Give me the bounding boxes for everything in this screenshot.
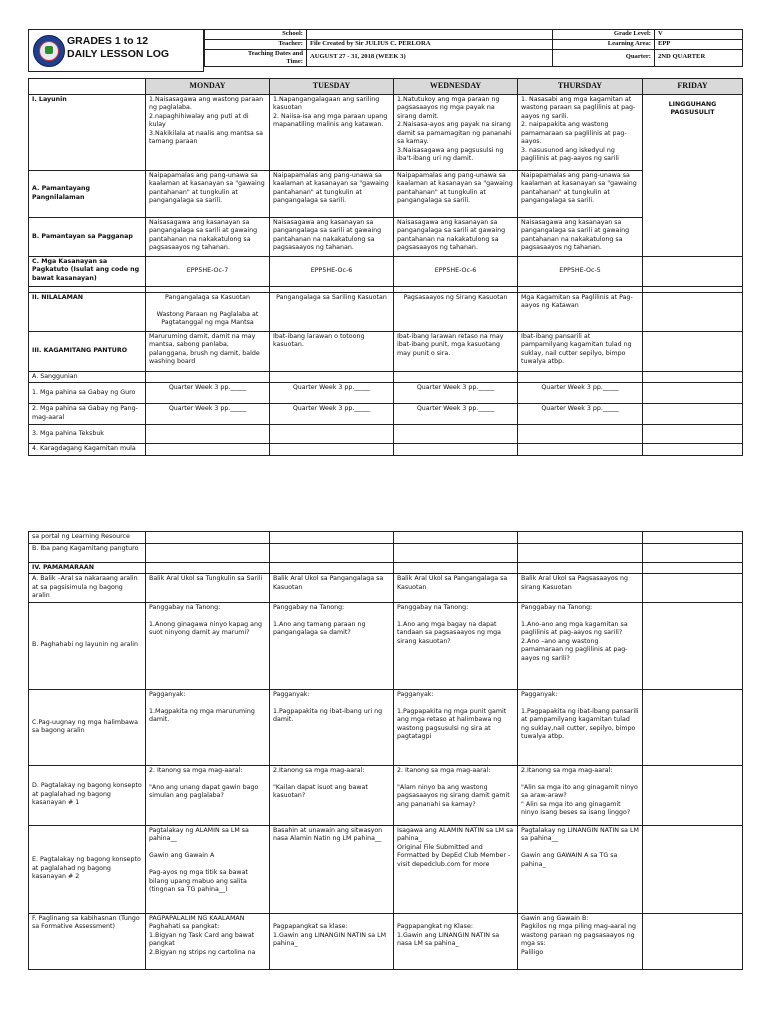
konsepto1-thu: 2.Itanong sa mga mag-aaral: "Alin sa mga ito ang ginagamit ninyo sa araw-araw? " Alin sa mga ito ang ginagamit ninyo isang beses sa isang linggo? [518,765,643,825]
portal-cell [394,532,518,544]
gabay-guro-thu: Quarter Week 3 pp._____ [518,383,643,404]
kasanayan-tue: EPP5HE-Oc-6 [270,256,394,286]
gabay-guro-mon: Quarter Week 3 pp._____ [146,383,270,404]
layunin-label: I. Layunin [29,94,146,170]
lesson-table-page-1 [28,78,743,456]
nilalaman-tue: Pangangalaga sa Sariling Kasuotan [270,292,394,331]
pagganap-mon: Naisasagawa ang kasanayan sa pangangalaga sa sarili at gawaing pantahanan na nakakatulong sa pagsasaayos ng tahanan. [146,217,270,256]
kasanayan-label: C. Mga Kasanayan sa Pagkatuto (Isulat ang code ng bawat kasanayan) [29,256,146,286]
balik-fri [643,574,743,603]
area-label: Learning Area: [553,39,655,49]
gabay-guro-label: 1. Mga pahina sa Gabay ng Guro [29,383,146,404]
kagamitang-mon: Maruruming damit, damit na may mantsa, sabong panlaba, palanggana, brush ng damit, balde washing board [146,331,270,371]
portal-cell [146,532,270,544]
title-block [28,29,204,72]
day-monday: MONDAY [146,79,270,95]
teksbuk-label: 3. Mga pahina Teksbuk [29,425,146,444]
kagamitang-wed: Ibat-ibang larawan retaso na may ibat-ibang punit, mga kasuotang may punit o sira. [394,331,518,371]
pag-uugnay-mon: Pagganyak: 1.Magpakita ng mga maruruming damit. [146,689,270,765]
day-header-row [29,79,743,95]
lesson-table-page-2 [28,531,743,970]
grade-label: Grade Level: [553,30,655,40]
title-line-1: GRADES 1 to 12 [67,35,149,47]
pagganap-label: B. Pamantayan sa Pagganap [29,217,146,256]
layunin-wed: 1.Natutukoy ang mga paraan ng pagsasaayos ng mga payak na sirang damit. 2.Naisasa-ayos ang payak na sirang damit sa pamamagitan ng pananahi sa kamay. 3.Naisasagawa ang pagsusulsi ng iba't-ibang uri ng damit. [394,94,518,170]
sanggunian-label: A. Sanggunian [29,371,146,383]
layunin-tue: 1.Napangangalagaan ang sariling kasuotan 2. Naiisa-isa ang mga paraan upang mapanatiling malinis ang katawan. [270,94,394,170]
pangnilalaman-label: A. Pamantayang Pangnilalaman [29,170,146,217]
dates-value: AUGUST 27 - 31, 2018 (WEEK 3) [307,49,553,66]
kabihasnan-fri [643,913,743,969]
konsepto2-tue: Basahin at unawain ang sitwasyon nasa Alamin Natin ng LM pahina__ [270,825,394,913]
iba-kagamitang-cell [518,543,643,562]
pagganap-tue: Naisasagawa ang kasanayan sa pangangalaga sa sarili at gawaing pantahanan na nakakatulong sa pagsasaayos ng tahanan. [270,217,394,256]
pangnilalaman-mon: Naipapamalas ang pang-unawa sa kaalaman at kasanayan sa "gawaing pantahanan" at tungkulin at pangangalaga sa sarili. [146,170,270,217]
sanggunian-cell [643,371,743,383]
kabihasnan-label: F. Paglinang sa kabihasnan (Tungo sa Formative Assessment) [29,913,146,969]
day-tuesday: TUESDAY [270,79,394,95]
pag-uugnay-label: C.Pag-uugnay ng mga halimbawa sa bagong aralin [29,689,146,765]
konsepto1-mon: 2. Itanong sa mga mag-aaral: "Ano ang unang dapat gawin bago simulan ang paglalaba? [146,765,270,825]
konsepto1-tue: 2.Itanong sa mga mag-aaral: "Kailan dapat isuot ang bawat kasuotan? [270,765,394,825]
teksbuk-cell [518,425,643,444]
nilalaman-label: II. NILALAMAN [29,292,146,331]
pamamaraan-cell [643,562,743,574]
iba-kagamitang-cell [270,543,394,562]
row-kabihasnan [29,913,743,969]
paghahabi-label: B. Paghahabi ng layunin ng aralin [29,602,146,689]
iba-kagamitang-cell [643,543,743,562]
lesson-log-page-1 [28,29,742,456]
balik-mon: Balik Aral Ukol sa Tungkulin sa Sarili [146,574,270,603]
pamamaraan-label: IV. PAMAMARAAN [29,562,146,574]
gabay-magaaral-fri [643,404,743,425]
paghahabi-mon: Panggabay na Tanong: 1.Anong ginagawa ninyo kapag ang suot ninyong damit ay marumi? [146,602,270,689]
row-teksbuk [29,425,743,444]
quarter-label: Quarter: [553,49,655,66]
layunin-thu: 1. Nasasabi ang mga kagamitan at wastong paraan sa paglilinis at pag-aayos ng sarili. 2. naipapakita ang wastong pamamaraan sa paglilinis at pag-aayos. 3. nasusunod ang iskedyul ng paglilinis at pag-aayos ng sarili [518,94,643,170]
konsepto1-fri [643,765,743,825]
kasanayan-thu: EPP5HE-Oc-5 [518,256,643,286]
nilalaman-wed: Pagsasaayos ng Sirang Kasuotan [394,292,518,331]
gabay-magaaral-tue: Quarter Week 3 pp._____ [270,404,394,425]
karagdagang-cell [394,444,518,456]
lesson-log-page-2 [28,531,742,970]
pamamaraan-cell [518,562,643,574]
konsepto2-thu: Pagtalakay ng LINANGIN NATIN sa LM sa pahina__ Gawin ang GAWAIN A sa TG sa pahina_ [518,825,643,913]
area-value: EPP [655,39,743,49]
teacher-label: Teacher: [205,39,307,49]
kagamitang-label: III. KAGAMITANG PANTURO [29,331,146,371]
row-pamamaraan [29,562,743,574]
teksbuk-cell [270,425,394,444]
kabihasnan-wed: Pagpapangkat ng Klase: 1.Gawin ang LINANGIN NATIN sa nasa LM sa pahina_ [394,913,518,969]
pangnilalaman-tue: Naipapamalas ang pang-unawa sa kaalaman at kasanayan sa "gawaing pantahanan" at tungkulin at pangangalaga sa sarili. [270,170,394,217]
konsepto1-label: D. Pagtalakay ng bagong konsepto at paglalahad ng bagong kasanayan # 1 [29,765,146,825]
balik-thu: Balik Aral Ukol sa Pagsasaayos ng sirang Kasuotan [518,574,643,603]
pag-uugnay-fri [643,689,743,765]
day-thursday: THURSDAY [518,79,643,95]
kabihasnan-mon: PAGPAPALALIM NG KAALAMAN Paghahati sa pangkat: 1.Bigyan ng Task Card ang bawat pangkat 2.Bigyan ng strips ng cartolina na [146,913,270,969]
konsepto2-wed: Isagawa ang ALAMIN NATIN sa LM sa pahina_ Original File Submitted and Formatted by DepEd Club Member - visit depedclub.com for more [394,825,518,913]
pagganap-thu: Naisasagawa ang kasanayan sa pangangalaga sa sarili at gawaing pantahanan na nakakatulong sa pagsasaayos ng tahanan. [518,217,643,256]
day-header-blank [29,79,146,95]
row-kasanayan [29,256,743,286]
sanggunian-cell [518,371,643,383]
portal-cell [270,532,394,544]
kasanayan-mon: EPP5HE-Oc-7 [146,256,270,286]
teksbuk-cell [146,425,270,444]
nilalaman-mon: Pangangalaga sa Kasuotan Wastong Paraan ng Paglalaba at Pagtatanggal ng mga Mantsa [146,292,270,331]
row-portal [29,532,743,544]
row-balik-aral [29,574,743,603]
pamamaraan-cell [394,562,518,574]
dates-label [205,49,307,66]
quarter-value: 2ND QUARTER [655,49,743,66]
row-paghahabi [29,602,743,689]
kagamitang-tue: Ibat-ibang larawan o totoong kasuotan. [270,331,394,371]
day-friday: FRIDAY [643,79,743,95]
kagamitang-thu: Ibat-ibang pansarili at pampamilyang kagamitan tulad ng suklay, nail cutter sepilyo, bimpo tuwalya atbp. [518,331,643,371]
paghahabi-tue: Panggabay na Tanong: 1.Ano ang tamang paraan ng pangangalaga sa damit? [270,602,394,689]
school-value [307,30,553,40]
teksbuk-cell [643,425,743,444]
pag-uugnay-wed: Pagganyak: 1.Pagpapakita ng mga punit gamit ang mga retaso at halimbawa ng wastong pagsusulsi ng sira at pagtatagpi [394,689,518,765]
row-layunin [29,94,743,170]
grade-value: V [655,30,743,40]
row-karagdagang [29,444,743,456]
row-gabay-magaaral [29,404,743,425]
kasanayan-wed: EPP5HE-Oc-6 [394,256,518,286]
gabay-magaaral-thu: Quarter Week 3 pp._____ [518,404,643,425]
konsepto2-fri [643,825,743,913]
pamamaraan-cell [270,562,394,574]
pagganap-wed: Naisasagawa ang kasanayan sa pangangalaga sa sarili at gawaing pantahanan na nakakatulong sa pagsasaayos ng tahanan. [394,217,518,256]
row-gabay-guro [29,383,743,404]
nilalaman-thu: Mga Kagamitan sa Paglilinis at Pag-aayos ng Katawan [518,292,643,331]
day-wednesday: WEDNESDAY [394,79,518,95]
iba-kagamitang-label: B. Iba pang Kagamitang pangturo [29,543,146,562]
pangnilalaman-thu: Naipapamalas ang pang-unawa sa kaalaman at kasanayan sa "gawaing pantahanan" at tungkulin at pangangalaga sa sarili. [518,170,643,217]
row-pamantayang-pangnilalaman [29,170,743,217]
layunin-mon: 1.Naisasagawa ang wastong paraan ng paglalaba. 2.napaghihiwalay ang puti at di kulay 3.Nakikilala at naalis ang mantsa sa tamang paraan [146,94,270,170]
pangnilalaman-wed: Naipapamalas ang pang-unawa sa kaalaman at kasanayan sa "gawaing pantahanan" at tungkulin at pangangalaga sa sarili. [394,170,518,217]
kasanayan-fri [643,256,743,286]
balik-wed: Balik Aral Ukol sa Pangangalaga sa Kasuotan [394,574,518,603]
dates-label-line-1: Teaching Dates and [247,49,303,57]
row-konsepto-1 [29,765,743,825]
deped-seal-icon [33,35,65,67]
sanggunian-cell [270,371,394,383]
portal-label: sa portal ng Learning Resource [29,532,146,544]
gabay-magaaral-mon: Quarter Week 3 pp._____ [146,404,270,425]
pamamaraan-cell [146,562,270,574]
konsepto1-wed: 2. Itanong sa mga mag-aaral: "Alam ninyo ba ang wastong pagsasaayos ng sirang damit gamit ang pananahi sa kamay? [394,765,518,825]
row-sanggunian [29,371,743,383]
karagdagang-cell [146,444,270,456]
konsepto2-label: E. Pagtalakay ng bagong konsepto at paglalahad ng bagong kasanayan # 2 [29,825,146,913]
sanggunian-cell [146,371,270,383]
karagdagang-cell [643,444,743,456]
gabay-guro-tue: Quarter Week 3 pp._____ [270,383,394,404]
paghahabi-thu: Panggabay na Tanong: 1.Ano-ano ang mga kagamitan sa paglilinis at pag-aayos ng sarili? 2.Ano –ano ang wastong pamamaraan ng paglilinis at pag-aayos ng sarili? [518,602,643,689]
iba-kagamitang-cell [394,543,518,562]
kagamitang-fri [643,331,743,371]
teksbuk-cell [394,425,518,444]
sanggunian-cell [394,371,518,383]
gabay-magaaral-wed: Quarter Week 3 pp._____ [394,404,518,425]
row-nilalaman [29,292,743,331]
portal-cell [518,532,643,544]
balik-tue: Balik Aral Ukol sa Pangangalaga sa Kasuotan [270,574,394,603]
gabay-guro-wed: Quarter Week 3 pp._____ [394,383,518,404]
pag-uugnay-tue: Pagganyak: 1.Pagpapakita ng ibat-ibang uri ng damit. [270,689,394,765]
karagdagang-label: 4. Karagdagang Kagamitan mula [29,444,146,456]
balik-label: A. Balik –Aral sa nakaraang aralin at sa pagsisimula ng bagong aralin [29,574,146,603]
kabihasnan-thu: Gawin ang Gawain B: Pagkilos ng mga piling mag-aaral ng wastong paraan ng pagsasaayos ng mga ss: Paliligo [518,913,643,969]
portal-cell [643,532,743,544]
iba-kagamitang-cell [146,543,270,562]
title-line-2: DAILY LESSON LOG [67,48,170,60]
kabihasnan-tue: Pagpapangkat sa klase: 1.Gawin ang LINANGIN NATIN sa LM pahina_ [270,913,394,969]
dates-label-line-2: Time: [286,57,303,65]
paghahabi-fri [643,602,743,689]
log-header [28,29,742,72]
row-pag-uugnay [29,689,743,765]
school-label: School: [205,30,307,40]
row-pamantayan-pagganap [29,217,743,256]
gabay-guro-fri [643,383,743,404]
paghahabi-wed: Panggabay na Tanong: 1.Ano ang mga bagay na dapat tandaan sa pagsasaayos ng mga sirang kasuotan? [394,602,518,689]
pag-uugnay-thu: Pagganyak: 1.Pagpapakita ng ibat-ibang pansarili at pampamilyang kagamitan tulad ng suklay,nail cutter, sepilyo, bimpo tuwalya atbp. [518,689,643,765]
teacher-value: File Created by Sir JULIUS C. PERLORA [307,39,553,49]
row-kagamitang [29,331,743,371]
layunin-fri: LINGGUHANG PAGSUSULIT [643,94,743,256]
nilalaman-fri [643,292,743,331]
gabay-magaaral-label: 2. Mga pahina sa Gabay ng Pang-mag-aaral [29,404,146,425]
row-iba-kagamitang [29,543,743,562]
header-meta-table [204,29,743,67]
konsepto2-mon: Pagtalakay ng ALAMIN sa LM sa pahina__ Gawin ang Gawain A Pag-ayos ng mga titik sa bawat bilang upang mabuo ang salita (tingnan sa TG pahina__) [146,825,270,913]
karagdagang-cell [518,444,643,456]
row-konsepto-2 [29,825,743,913]
karagdagang-cell [270,444,394,456]
